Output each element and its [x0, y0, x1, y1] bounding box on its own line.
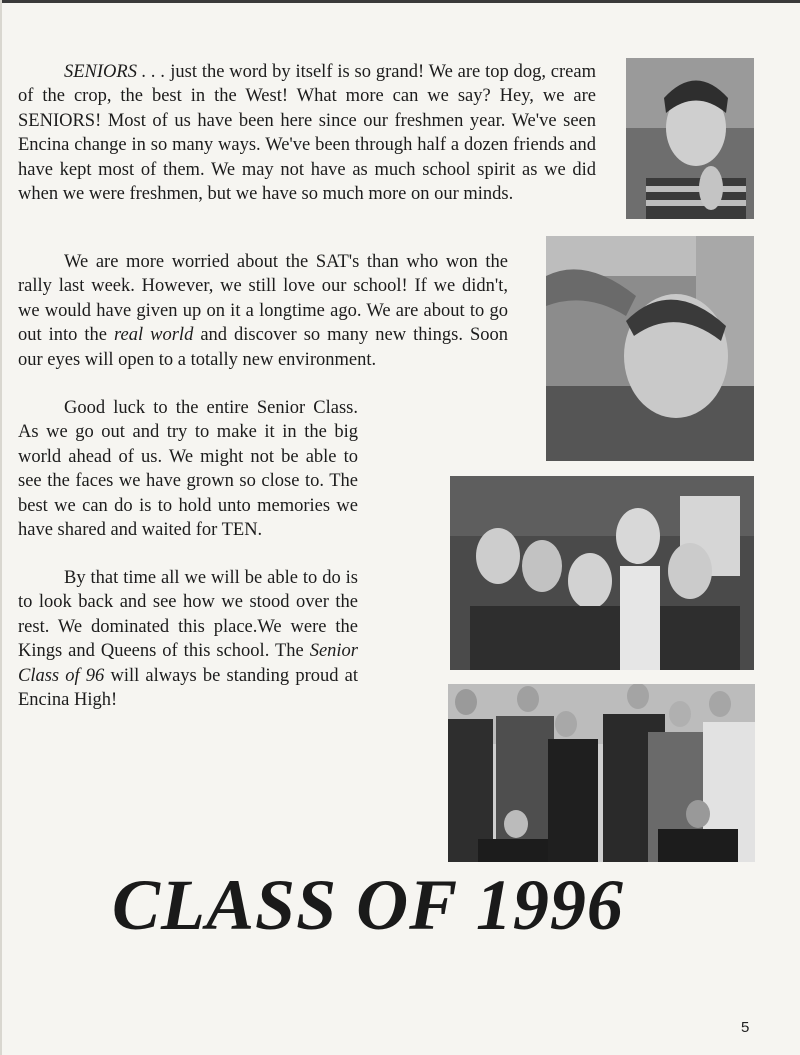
photo-group-guys	[448, 684, 755, 862]
photo-group-girls	[450, 476, 754, 670]
paragraph-lead: SENIORS . . .	[64, 62, 166, 82]
page-headline: CLASS OF 1996	[112, 865, 624, 945]
paragraph-closing	[18, 566, 358, 712]
paragraph-sat	[18, 250, 508, 372]
paragraph-intro	[18, 60, 596, 206]
paragraph-text: and discover so many new things. Soon our eyes will open to a totally new environment.	[18, 325, 508, 370]
paragraph-text: will always be standing proud at Encina High!	[18, 665, 358, 711]
paragraph-emphasis: Senior Class of 96	[18, 641, 358, 686]
paragraph-text: We are more worried about the SAT's than who won the rally last week. However, we still love our school! If we didn't, we would have given up on it a longtime ago. We are about to go out into the	[18, 252, 508, 346]
photo-student-reclining	[546, 236, 754, 461]
paragraph-text: By that time all we will be able to do is to look back and see how we stood over the rest. We dominated this place.We were the Kings and Queens of this school. The	[18, 568, 358, 662]
paragraph-good-luck	[18, 396, 358, 542]
paragraph-text: Good luck to the entire Senior Class. As we go out and try to make it in the big world ahead of us. We might not be able to see the faces we have grown so close to. The best we can do is to hold unto memories we have shared and waited for TEN.	[18, 398, 358, 541]
top-rule	[0, 0, 800, 3]
paragraph-text: just the word by itself is so grand! We are top dog, cream of the crop, the best in the West! What more can we say? Hey, we are SENIORS! Most of us have been here since our freshmen year. We've seen Encina change in so many ways. We've been through half a dozen friends and have kept most of them. We may not have as much school spirit as we did when we were freshmen, but we have so much more on our minds.	[18, 62, 596, 205]
page-number: 5	[741, 1019, 750, 1036]
photo-student-singing	[626, 58, 754, 219]
paragraph-emphasis: real world	[114, 325, 194, 346]
page-edge	[0, 0, 2, 1055]
